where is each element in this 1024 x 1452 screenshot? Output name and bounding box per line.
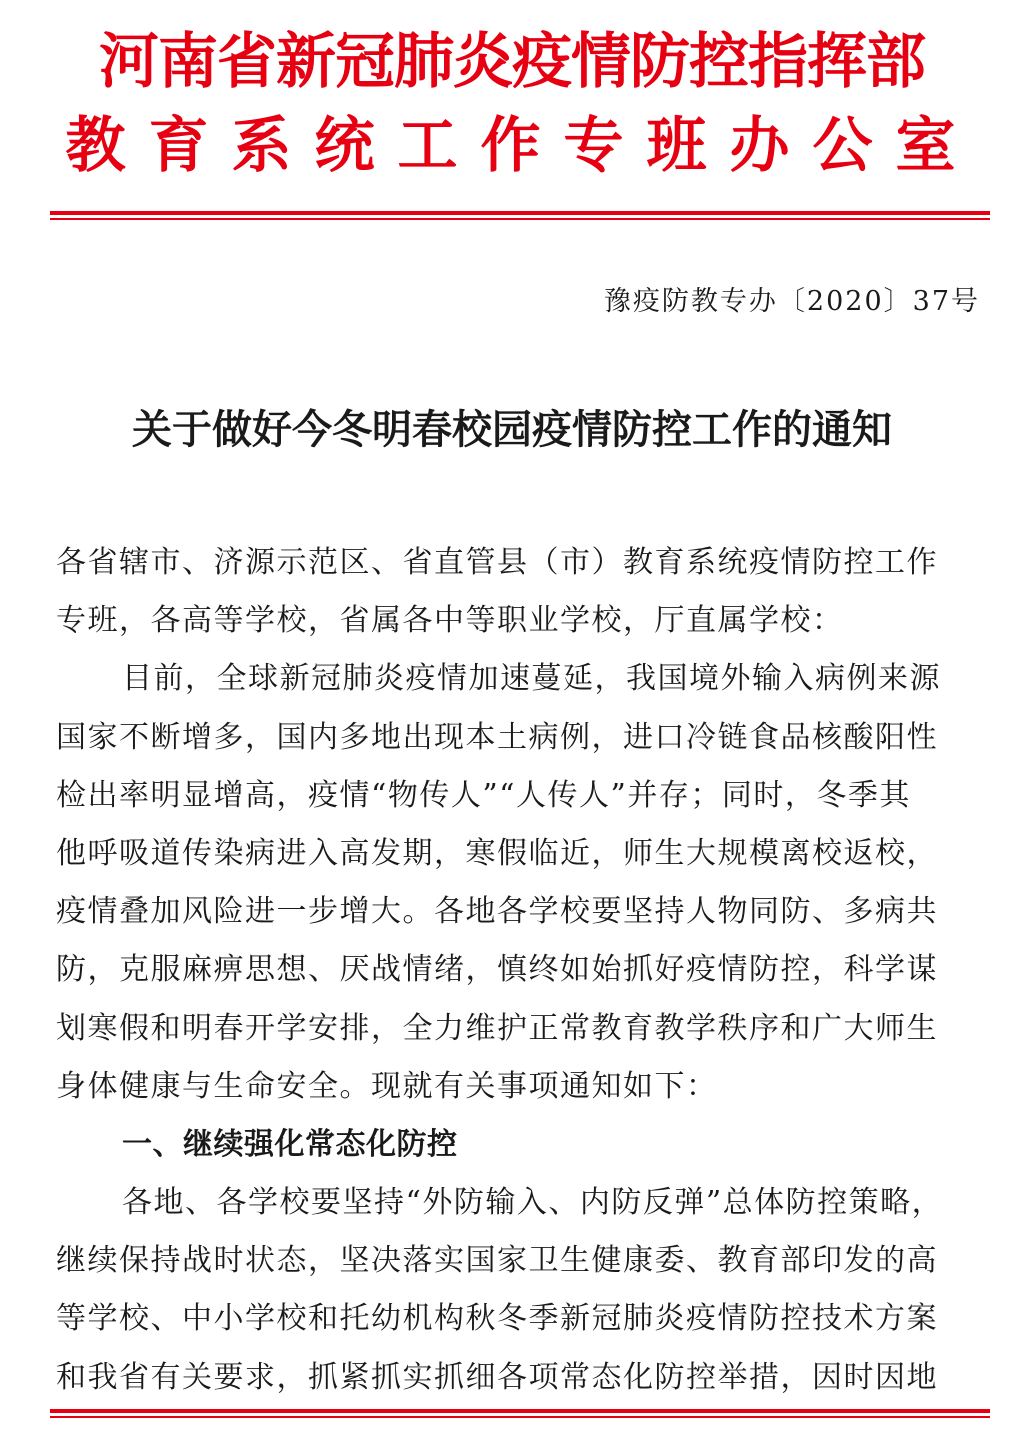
issuer-name-line1: 河南省新冠肺炎疫情防控指挥部 (99, 27, 925, 97)
document-title: 关于做好今冬明春校园疫情防控工作的通知 (132, 406, 892, 453)
body-line: 他呼吸道传染病进入高发期，寒假临近，师生大规模离校返校， (56, 835, 938, 871)
body-line: 检出率明显增高，疫情“物传人”“人传人”并存；同时，冬季其 (56, 777, 911, 813)
body-line: 划寒假和明春开学安排，全力维护正常教育教学秩序和广大师生 (56, 1010, 938, 1046)
body-line: 目前，全球新冠肺炎疫情加速蔓延，我国境外输入病例来源 (122, 661, 941, 697)
document-number: 豫疫防教专办〔2020〕37号 (603, 286, 980, 317)
body-line: 国家不断增多，国内多地出现本土病例，进口冷链食品核酸阳性 (56, 719, 938, 755)
footer-red-rule (50, 1409, 990, 1413)
body-line: 和我省有关要求，抓紧抓实抓细各项常态化防控举措，因时因地 (56, 1359, 938, 1395)
body-line-addressee: 各省辖市、济源示范区、省直管县（市）教育系统疫情防控工作 (56, 545, 938, 580)
body-line: 身体健康与生命安全。现就有关事项通知如下： (56, 1068, 718, 1104)
issuer-header (0, 20, 1024, 188)
section-heading: 一、继续强化常态化防控 (122, 1126, 458, 1162)
footer-red-rule-thin (50, 1416, 990, 1418)
document-body (56, 534, 986, 1407)
body-line: 各地、各学校要坚持“外防输入、内防反弹”总体防控策略， (122, 1185, 944, 1221)
issuer-name-line2: 教育系统工作专班办公室 (65, 111, 979, 181)
body-line: 疫情叠加风险进一步增大。各地各学校要坚持人物同防、多病共 (56, 894, 938, 930)
body-line: 防，克服麻痹思想、厌战情绪，慎终如始抓好疫情防控，科学谋 (56, 952, 938, 988)
header-red-rule (50, 211, 990, 215)
body-line-addressee-cont: 专班，各高等学校，省属各中等职业学校，厅直属学校： (56, 603, 844, 639)
body-line: 等学校、中小学校和托幼机构秋冬季新冠肺炎疫情防控技术方案 (56, 1301, 938, 1337)
header-red-rule-thin (50, 218, 990, 220)
body-line: 继续保持战时状态，坚决落实国家卫生健康委、教育部印发的高 (56, 1243, 938, 1279)
